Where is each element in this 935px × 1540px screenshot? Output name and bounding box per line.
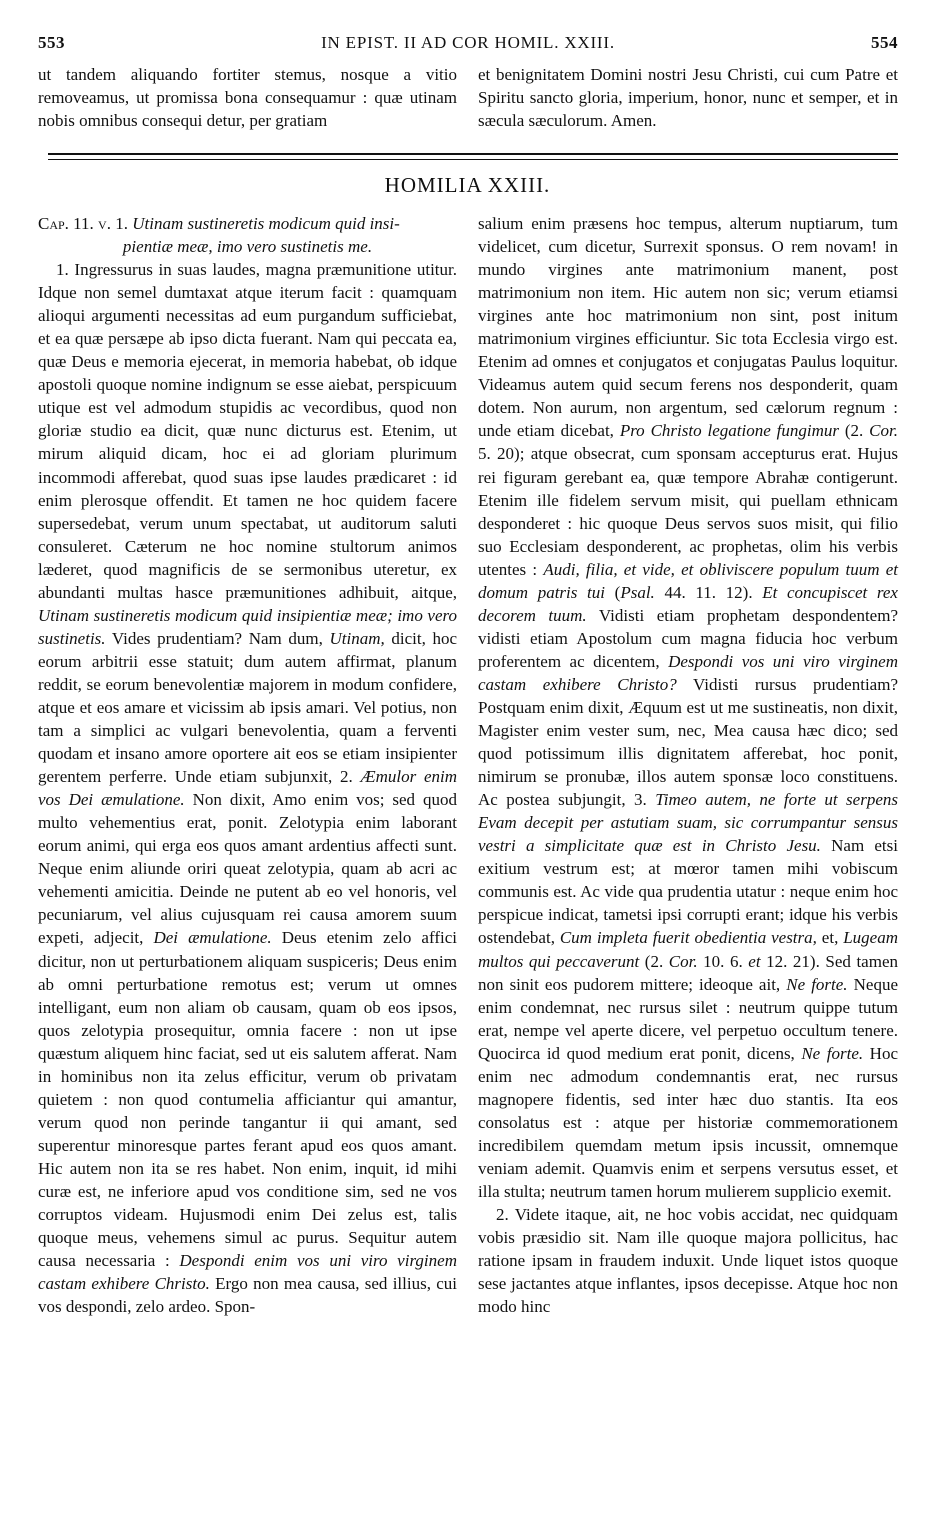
text-run: 5. 20); atque obsecrat, cum sponsam accepturus erat. Hujus rei figuram gerebant ea, quæ tempore Abrahæ contigerunt. Etenim ille fidelem servum misit, qui puellam ethnicam desponderet : hic quoque Deus servos suos misit, qui filio suo Ecclesiam desponderent, ac prophetas, olim his verbis utentes : xyxy=(478,444,898,579)
italic-run: Cor. xyxy=(869,421,898,441)
text-run: Neque enim condemnat, nec rursus silet : neutrum quippe tutum erat, nempe vel aperte dicere, vel perpetuo occultum tenere. Quocirca id quod medium erat ponit, dicens, xyxy=(478,974,898,1063)
text-run: 10. 6. xyxy=(697,951,749,971)
italic-run: Ne forte. xyxy=(801,1043,864,1063)
text-run: Deus etenim zelo affici dicitur, non ut perturbationem aliquam suspiceris; Deus enim ab omni perturbatione remotus est; verum ut omnes intelligant, eum non aliam ob causam, quam ob eos ipsos, quos zelotypia prosequitur, omnia facere : non ut ipse quæstum aliquem hinc faciat, sed ut eis salutem afferat. Nam in hominibus non ita zelus efficitur, verum ob privatam quietem : non quod contumelia afficiantur qui amantur, verum quod non perinde tangantur ii qui amant, sed superentur minoresque partes ferant apud eos quos amant. Hic autem non ita se res habet. Non enim, inquit, id mihi curæ est, ne inferiore apud vos conditione sim, sed ne vos corruptos videam. Hujusmodi enim Dei zelus est, talis quoque meus, vehemens simul ac purus. Sequitur autem causa necessaria : xyxy=(38,928,457,1271)
running-title: IN EPIST. II AD COR HOMIL. XXIII. xyxy=(321,33,615,52)
text-run: Ergo non mea causa, sed illius, cui vos despondi, zelo ardeo. Spon- xyxy=(38,1274,457,1317)
italic-run: Ne forte. xyxy=(786,974,848,994)
text-run: 44. 11. 12). xyxy=(654,582,763,602)
italic-run: Cum impleta fuerit obedientia vestra, xyxy=(559,928,817,948)
italic-run: Despondi vos uni viro virginem castam exhibere Christo? xyxy=(478,651,898,694)
text-run: et, xyxy=(816,928,844,948)
section-rule-thick xyxy=(48,153,898,155)
italic-run: Pro Christo legatione fungimur xyxy=(619,421,839,441)
chapter-text-line1: Utinam sustineretis modicum quid insi- xyxy=(132,214,400,233)
text-run: Nam etsi exitium vestrum est; at mœror tamen mihi vobiscum communis est. Ac vide qua prudentia utatur : neque enim hoc perspicue indicat, tametsi ipsi corrupti erant; idque his verbis ostendebat, xyxy=(478,836,898,948)
running-head xyxy=(38,33,898,59)
italic-run: Dei æmulatione. xyxy=(153,928,272,948)
continuation-text-right: et benignitatem Domini nostri Jesu Christi, cui cum Patre et Spiritu sancto gloria, imperium, honor, nunc et semper, et in sæcula sæculorum. Amen. xyxy=(478,65,898,131)
italic-run: Utinam, xyxy=(329,628,385,648)
chapter-heading xyxy=(38,212,457,235)
text-run: Vidisti rursus prudentiam? Postquam enim dixit, Æquum est ut me sustineatis, non dixit, Magister enim vester sum, nec, Mea causa hæc dico; sed quod potissimum illis dignitatem afferebat, hoc ponit, nimirum se pronubæ, illos autem sponsæ loco constituens. Ac postea subjungit, 3. xyxy=(478,674,898,810)
italic-run: Et concupiscet rex decorem tuum. xyxy=(478,582,898,625)
text-run: 12. 21). Sed tamen non sinit eos pudorem mittere; ideoque ait, xyxy=(478,951,898,994)
italic-run: Audi, filia, et vide, et obliviscere populum tuum et domum patris tui xyxy=(478,559,898,602)
right-column xyxy=(478,212,898,1502)
paragraph-1-right xyxy=(478,212,898,1203)
text-run: (2. xyxy=(838,421,870,441)
text-run: (2. xyxy=(639,951,669,971)
left-column xyxy=(38,212,457,1502)
continuation-text-left: ut tandem aliquando fortiter stemus, nosque a vitio removeamus, ut promissa bona consequamur : quæ utinam nobis omnibus consequi detur, per gratiam xyxy=(38,65,457,131)
text-run: salium enim præsens hoc tempus, alterum nuptiarum, tum videlicet, cum dicetur, Surrexit sponsus. O rem novam! in mundo virgines ante matrimonium manent, post matrimonium non item. Hic autem non sic; verum etiamsi virgines ante hoc matrimonium non sint, post initum matrimonium virgines efficiuntur. Sic tota Ecclesia virgo est. Etenim ad omnes et conjugatos et conjugatas Paulus loquitur. Videamus autem quid secum ferens nos desponderit, quam dotem. Non aurum, non argentum, sed cælorum regnum : unde etiam dicebat, xyxy=(478,214,898,441)
top-continuation-left xyxy=(38,63,457,133)
italic-run: Despondi enim vos uni viro virginem castam exhibere Christo. xyxy=(38,1251,457,1294)
chapter-label: Cap. 11. v. 1. xyxy=(38,214,128,233)
italic-run: Lugeam multos qui peccaverunt xyxy=(478,928,898,971)
text-run: dicit, hoc eorum arbitrii esse statuit; dum autem affirmat, planum reddit, se eorum benevolentiæ majorem in modum confidere, atque et eos amare et vicissim ab ipsis amari. Vel potius, non tam a simplici ac vulgari benevolentia, quam a ferventi quodam et insano amore oportere ait eos se etiam insipienter gerentem perferre. Unde etiam subjunxit, 2. xyxy=(38,628,457,787)
text-run: Hoc enim nec admodum condemnantis erat, nec rursus magnopere fidentis, sed inter hæc duo stantis. Ita eos consolatus est : atque per historiæ commemorationem incredibilem quemdam metum ipsis incussit, omnemque veniam ademit. Quamvis enim et serpens versutus esset, et illa stulta; neutrum tamen horum mulierem supplicio exemit. xyxy=(478,1043,898,1201)
text-run: Vides prudentiam? Nam dum, xyxy=(105,628,330,648)
italic-run: Æmulor enim vos Dei æmulatione. xyxy=(38,767,457,810)
italic-run: Psal. xyxy=(620,582,655,602)
paragraph-2-right: 2. Videte itaque, ait, ne hoc vobis accidat, nec quidquam vobis præsidio sit. Nam ille quoque majora pollicitus, hac ratione ipsam in fraudem induxit. Unde liquet istos quoque sese jactantes atque inflantes, ipsos decepisse. Atque hoc non modo hinc xyxy=(478,1205,898,1317)
top-continuation-right xyxy=(478,63,898,133)
italic-run: et xyxy=(748,951,761,971)
italic-run: Utinam sustineretis modicum quid insipientiæ meæ; imo vero sustinetis. xyxy=(38,605,457,648)
section-rule-thin xyxy=(48,159,898,160)
text-run: ( xyxy=(605,582,621,602)
text-run: Vidisti etiam prophetam despondentem? vidisti etiam Apostolum cum magna fiducia hoc verbum proferentem ac dicentem, xyxy=(478,605,898,671)
paragraph-1-left xyxy=(38,258,457,1318)
italic-run: Cor. xyxy=(668,951,698,971)
chapter-heading-line2: pientiæ meæ, imo vero sustinetis me. xyxy=(122,237,373,257)
homily-title: HOMILIA XXIII. xyxy=(384,173,551,197)
page-number-left: 553 xyxy=(38,33,65,52)
page-number-right: 554 xyxy=(871,33,898,52)
text-run: Non dixit, Amo enim vos; sed quod multo vehementius erat, ponit. Zelotypia enim laborant eorum animi, qui erga eos quos amant ardentius affecti sunt. Neque enim aliunde oriri queat zelotypia, quam ab acri ac vehementi amicitia. Deinde ne putent ab eo vel honoris, vel pecuniarum, vel alius cujusquam rei causa amorem suum expeti, adjecit, xyxy=(38,790,457,948)
text-run: 1. Ingressurus in suas laudes, magna præmunitione utitur. Idque non semel dumtaxat atque iterum facit : quamquam alioqui argumenti necessitas ad eum purgandum sufficiebat, et ea quæ persæpe ab ipso dicta fuerant. Nam qui peccata ea, quæ Deus e memoria ejecerat, in memoria habebat, ob idque apostoli quoque nomine indignum se esse aiebat, perspicuum utique est vel admodum stupidis ac vecordibus, quod non gloriæ studio ea dicit, quæ nunc dicturus est. Etenim, ut mirum aliquid dicam, hoc ei ad gloriam plurimum incommodi afferebat, quod suas ipse laudes prædicaret : id enim plerosque offendit. Et tamen ne hoc quidem facere supersedebat, verum unum spectabat, ut auditorum saluti consuleret. Cæterum ne hoc nomine stultorum animos læderet, quod magnificis de se sermonibus uteretur, ex abundanti multas hasce præmunitiones adhibuit, aitque, xyxy=(38,260,457,602)
italic-run: Timeo autem, ne forte ut serpens Evam decepit per astutiam suam, sic corrumpantur sensus vestri a simplicitate quæ est in Christo Jesu. xyxy=(478,790,898,856)
